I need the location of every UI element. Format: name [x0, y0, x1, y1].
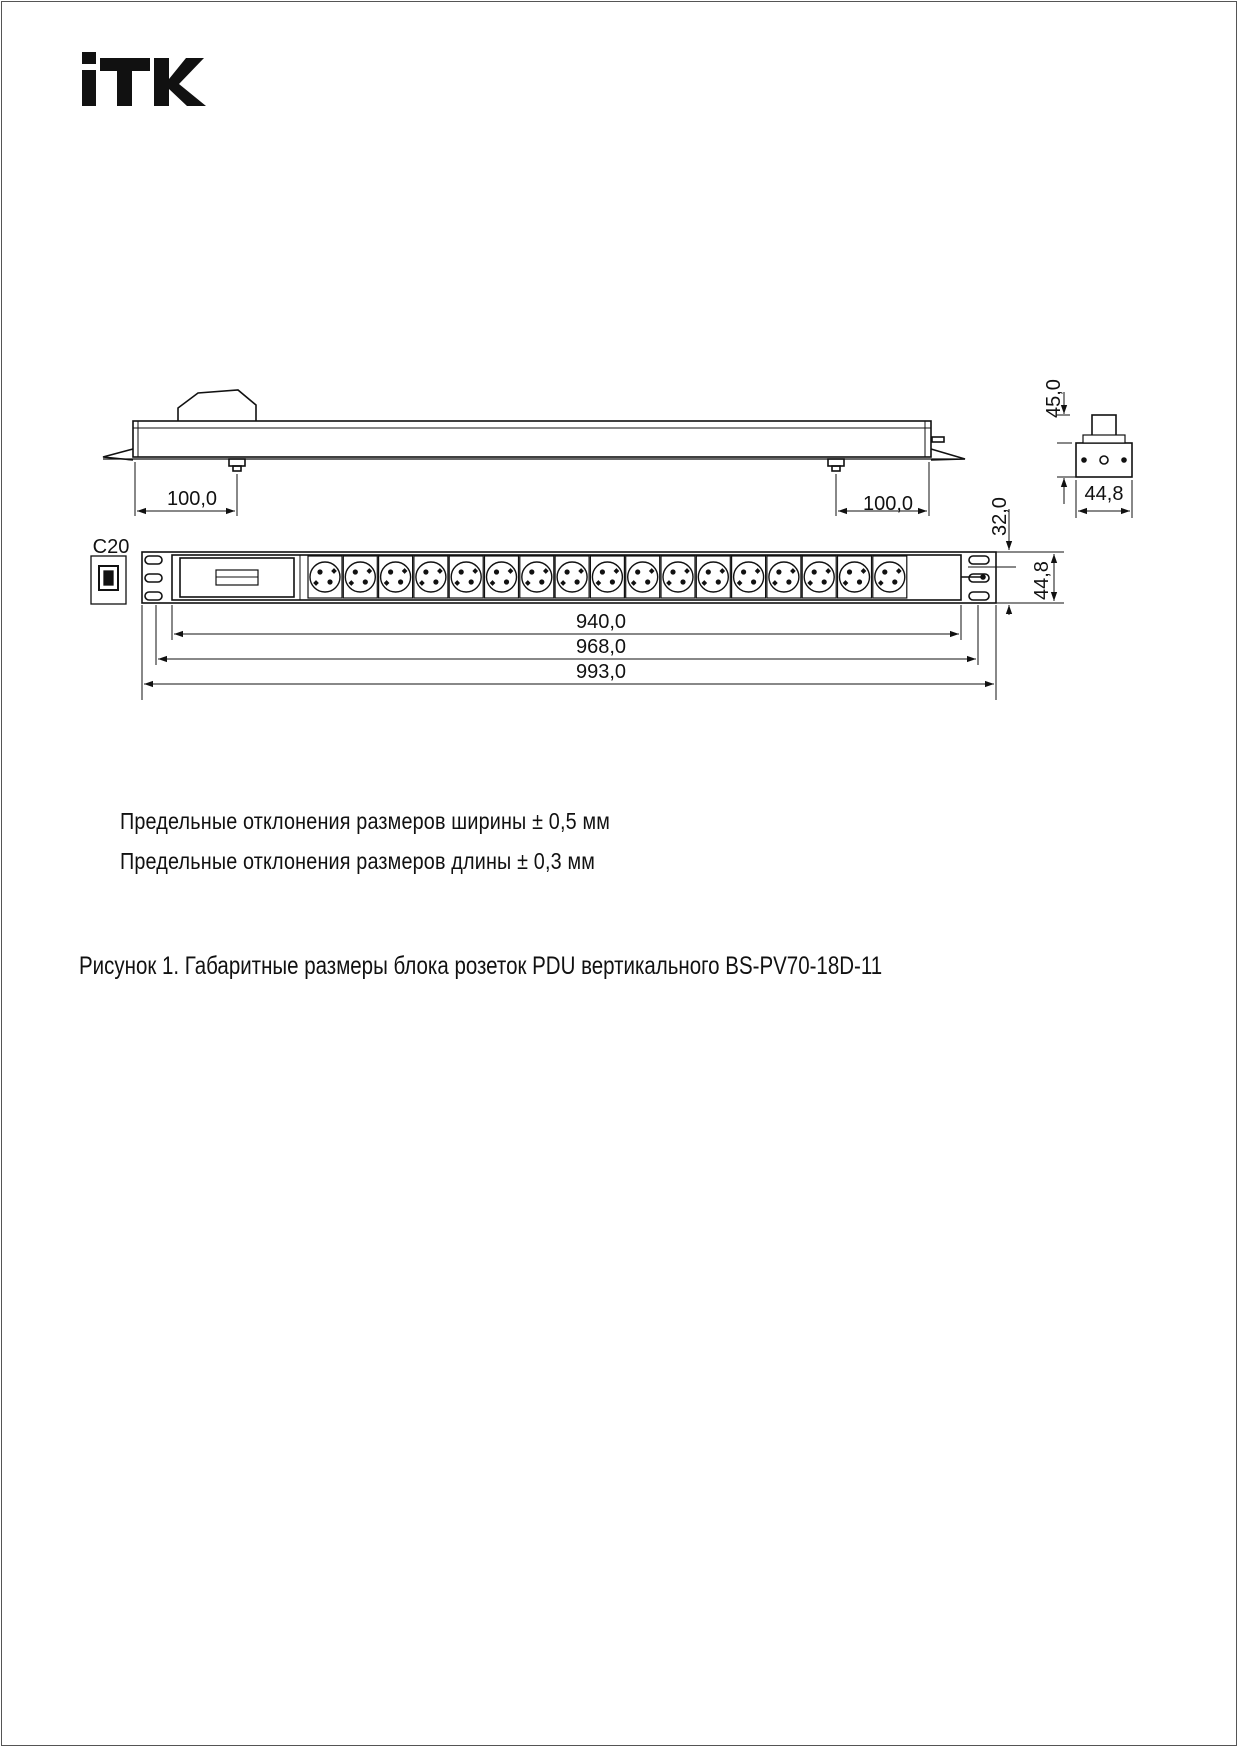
socket-outlet-6	[485, 556, 519, 598]
socket-outlet-8	[555, 556, 589, 598]
socket-outlet-17	[873, 556, 907, 598]
socket-outlet-4	[414, 556, 448, 598]
side-body	[133, 421, 931, 457]
width-tolerance-note: Предельные отклонения размеров ширины ± 0,5 мм	[120, 808, 611, 834]
socket-outlet-15	[802, 556, 836, 598]
socket-outlet-14	[767, 556, 801, 598]
length-tolerance-note: Предельные отклонения размеров длины ± 0,3 мм	[120, 848, 596, 874]
end-view	[1076, 415, 1132, 477]
socket-outlet-7	[520, 556, 554, 598]
socket-outlet-1	[308, 556, 342, 598]
dim-mount-span: 968,0	[575, 636, 627, 658]
dim-height-with-plug: 45,0	[1043, 379, 1065, 418]
socket-row	[308, 556, 907, 598]
socket-outlet-10	[626, 556, 660, 598]
c20-connector-icon	[91, 556, 126, 604]
socket-outlet-16	[838, 556, 872, 598]
dim-front-offset: 32,0	[989, 497, 1011, 536]
dim-side-width: 44,8	[1084, 483, 1124, 505]
dimension-drawing	[0, 0, 1240, 760]
side-plug-housing	[178, 390, 256, 421]
socket-outlet-12	[696, 556, 730, 598]
dim-overall-length: 993,0	[575, 661, 627, 683]
socket-outlet-13	[732, 556, 766, 598]
side-view	[103, 390, 965, 471]
dim-mount-offset-right: 100,0	[862, 493, 914, 515]
connector-label: C20	[92, 536, 130, 558]
dim-front-height: 44,8	[1031, 561, 1053, 600]
side-mount-screw-right	[828, 459, 844, 466]
dim-socket-span: 940,0	[575, 611, 627, 633]
socket-outlet-11	[661, 556, 695, 598]
socket-outlet-9	[590, 556, 624, 598]
dim-mount-offset-left: 100,0	[166, 488, 218, 510]
side-mount-screw-left	[229, 459, 245, 466]
socket-outlet-5	[449, 556, 483, 598]
socket-outlet-2	[343, 556, 377, 598]
socket-outlet-3	[379, 556, 413, 598]
figure-caption: Рисунок 1. Габаритные размеры блока розеток PDU вертикального BS-PV70-18D-11	[79, 952, 883, 980]
side-dimensions	[135, 462, 929, 516]
